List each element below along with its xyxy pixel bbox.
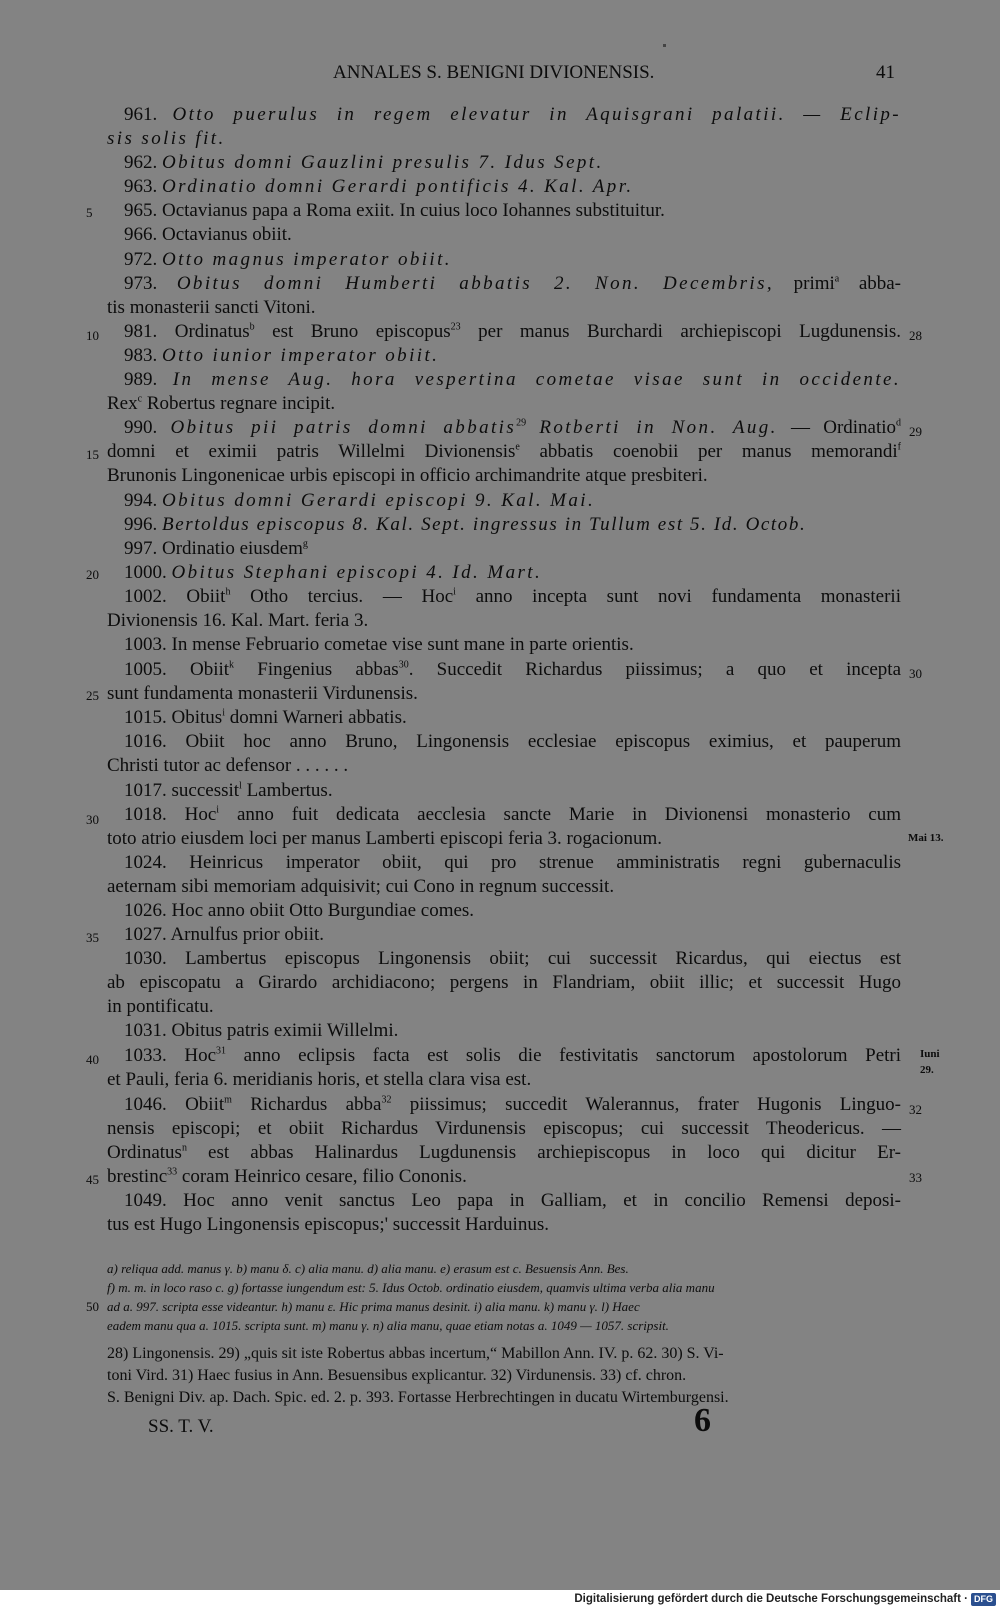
entry-1024-cont: aeternam sibi memoriam adquisivit; cui Cono in regnum successit. xyxy=(107,876,615,897)
entry-1031: 1031. Obitus patris eximii Willelmi. xyxy=(124,1020,399,1041)
entry-1018: 1018. Hoc$^i$ anno fuit dedicata aecclesia sancte Marie in Divionensi monasterio cum xyxy=(124,804,902,825)
entry-981: 981. Ordinatus$^b$ est Bruno episcopus$^{23}$ per manus Burchardi archiepiscopi Lugdunensis. xyxy=(124,321,902,342)
right-note-number: 28 xyxy=(909,328,922,343)
entry-983: 983. Otto iunior imperator obiit. xyxy=(124,345,440,366)
entry-1002: 1002. Obiit$^h$ Otho tercius. — Hoc$^i$ anno incepta sunt novi fundamenta monasterii xyxy=(124,586,901,607)
line-number: 45 xyxy=(86,1172,99,1187)
line-number: 10 xyxy=(86,328,99,343)
entry-1017: 1017. successit$^l$ Lambertus. xyxy=(124,780,333,801)
entry-1030-cont2: in pontificatu. xyxy=(107,996,214,1017)
right-note-number: 32 xyxy=(909,1102,922,1117)
footnote-numbers-line: toni Vird. 31) Haec fusius in Ann. Besuensibus explicantur. 32) Virdunensis. 33) cf. chron. xyxy=(107,1367,687,1384)
entry-1016-cont: Christi tutor ac defensor . . . . . . xyxy=(107,755,349,776)
entry-996: 996. Bertoldus episcopus 8. Kal. Sept. ingressus in Tullum est 5. Id. Octob. xyxy=(124,514,807,535)
entry-1046-cont2: Ordinatus$^n$ est abbas Halinardus Lugdunensis archiepiscopus in loco qui dicitur Er- xyxy=(107,1142,901,1163)
entry-1049-cont: tus est Hugo Lingonensis episcopus;' successit Harduinus. xyxy=(107,1214,549,1235)
entry-1027: 1027. Arnulfus prior obiit. xyxy=(124,924,325,945)
line-number: 35 xyxy=(86,930,99,945)
entry-997: 997. Ordinatio eiusdem$^g$ xyxy=(124,538,308,559)
footnote-numbers-line: S. Benigni Div. ap. Dach. Spic. ed. 2. p. 393. Fortasse Herbrechtingen in ducatu Wirtemburgensi. xyxy=(107,1389,729,1406)
entry-1002-cont: Divionensis 16. Kal. Mart. feria 3. xyxy=(107,610,369,631)
entry-989: 989. In mense Aug. hora vespertina cometae visae sunt in occidente. xyxy=(124,369,901,390)
entry-1018-cont: toto atrio eiusdem loci per manus Lamberti episcopi feria 3. rogacionum. xyxy=(107,828,663,849)
footer-text: Digitalisierung gefördert durch die Deutsche Forschungsgemeinschaft · xyxy=(574,1593,968,1605)
line-number: 40 xyxy=(86,1052,99,1067)
speck xyxy=(663,44,666,47)
signature-mark: SS. T. V. xyxy=(148,1416,214,1437)
entry-1030: 1030. Lambertus episcopus Lingonensis obiit; cui successit Ricardus, qui eiectus est xyxy=(124,948,901,969)
entry-1026: 1026. Hoc anno obiit Otto Burgundiae comes. xyxy=(124,900,475,921)
entry-990: 990. Obitus pii patris domni abbatis$^{29}$ Rotberti in Non. Aug. — Ordinatio$^d$ xyxy=(124,417,902,438)
entry-1024: 1024. Heinricus imperator obiit, qui pro strenue amministratis regni gubernaculis xyxy=(124,852,901,873)
entry-973: 973. Obitus domni Humberti abbatis 2. Non. Decembris, primi$^a$ abba- xyxy=(124,273,902,294)
entry-1046: 1046. Obiit$^m$ Richardus abba$^{32}$ piissimus; succedit Walerannus, frater Hugonis Linguo- xyxy=(124,1094,901,1115)
page-number: 41 xyxy=(876,62,895,83)
entry-1016: 1016. Obiit hoc anno Bruno, Lingonensis ecclesiae episcopus eximius, et pauperum xyxy=(124,731,902,752)
line-number: 30 xyxy=(86,812,99,827)
footnote-letters-line: eadem manu qua a. 1015. scripta sunt. m) manu γ. n) alia manu, quae etiam notas a. 1049 — 1057. scripsit. xyxy=(107,1318,669,1333)
line-number: 20 xyxy=(86,567,99,582)
footnote-letters-line: ad a. 997. scripta esse videantur. h) manu ε. Hic prima manus desinit. i) alia manu. k) manu γ. l) Haec xyxy=(107,1299,640,1314)
right-note-number: 29 xyxy=(909,424,922,439)
entry-1049: 1049. Hoc anno venit sanctus Leo papa in Galliam, et in concilio Remensi deposi- xyxy=(124,1190,901,1211)
footnote-letters-line: f) m. m. in loco raso c. g) fortasse iungendum est: 5. Idus Octob. ordinatio eiusdem, quamvis ultima verba alia manu xyxy=(107,1280,715,1295)
entry-966: 966. Octavianus obiit. xyxy=(124,224,292,245)
running-title: ANNALES S. BENIGNI DIVIONENSIS. xyxy=(333,62,655,83)
entry-1005: 1005. Obiit$^k$ Fingenius abbas$^{30}$. Succedit Richardus piissimus; a quo et incepta xyxy=(124,659,901,680)
entry-994: 994. Obitus domni Gerardi episcopi 9. Kal. Mai. xyxy=(124,490,596,511)
footnote-letters-line: a) reliqua add. manus γ. b) manu δ. c) alia manu. d) alia manu. e) erasum est c. Besuensis Ann. Bes. xyxy=(107,1261,629,1276)
entry-1003: 1003. In mense Februario cometae vise sunt mane in parte orientis. xyxy=(124,634,634,655)
entry-1033-cont: et Pauli, feria 6. meridianis horis, et stella clara visa est. xyxy=(107,1069,532,1090)
margin-date: Mai 13. xyxy=(908,832,944,844)
entry-961: 961. Otto puerulus in regem elevatur in Aquisgrani palatii. — Eclip- xyxy=(124,104,902,125)
line-number: 15 xyxy=(86,447,99,462)
signature-number: 6 xyxy=(694,1402,711,1439)
entry-1033: 1033. Hoc$^{31}$ anno eclipsis facta est solis die festivitatis sanctorum apostolorum Petri xyxy=(124,1045,902,1066)
entry-990-cont2: Brunonis Lingonenicae urbis episcopi in officio archimandrite atque presbiteri. xyxy=(107,465,708,486)
dfg-footer xyxy=(574,1591,996,1607)
entry-1015: 1015. Obitus$^i$ domni Warneri abbatis. xyxy=(124,707,407,728)
right-note-number: 30 xyxy=(909,666,922,681)
entry-1005-cont: sunt fundamenta monasterii Virdunensis. xyxy=(107,683,418,704)
entry-972: 972. Otto magnus imperator obiit. xyxy=(124,249,452,270)
entry-1046-cont3: brestinc$^{33}$ coram Heinrico cesare, filio Cononis. xyxy=(107,1166,467,1187)
dfg-logo-icon: DFG xyxy=(971,1593,996,1606)
line-number: 5 xyxy=(86,205,93,220)
entry-965: 965. Octavianus papa a Roma exiit. In cuius loco Iohannes substituitur. xyxy=(124,200,665,221)
margin-date: 29. xyxy=(920,1064,934,1076)
line-number: 50 xyxy=(86,1299,99,1314)
entry-1000: 1000. Obitus Stephani episcopi 4. Id. Mart. xyxy=(124,562,543,583)
margin-date: Iuni xyxy=(920,1048,940,1060)
entry-963: 963. Ordinatio domni Gerardi pontificis 4. Kal. Apr. xyxy=(124,176,634,197)
footnote-numbers-line: 28) Lingonensis. 29) „quis sit iste Robertus abbas incertum,“ Mabillon Ann. IV. p. 62. 30) S. Vi- xyxy=(107,1345,724,1362)
line-number: 25 xyxy=(86,688,99,703)
entry-961-cont: sis solis fit. xyxy=(107,128,226,149)
entry-989-cont: Rex$^c$ Robertus regnare incipit. xyxy=(107,393,336,414)
right-note-number: 33 xyxy=(909,1170,922,1185)
entry-1030-cont: ab episcopatu a Girardo archidiacono; pergens in Flandriam, obiit illic; et successit Hugo xyxy=(107,972,901,993)
entry-962: 962. Obitus domni Gauzlini presulis 7. Idus Sept. xyxy=(124,152,604,173)
entry-973-cont: tis monasterii sancti Vitoni. xyxy=(107,297,316,318)
entry-1046-cont: nensis episcopi; et obiit Richardus Virdunensis episcopus; cui successit Theodericus. — xyxy=(107,1118,901,1139)
entry-990-cont: domni et eximii patris Willelmi Divionensis$^e$ abbatis coenobii per manus memorandi$^f$ xyxy=(107,441,902,462)
